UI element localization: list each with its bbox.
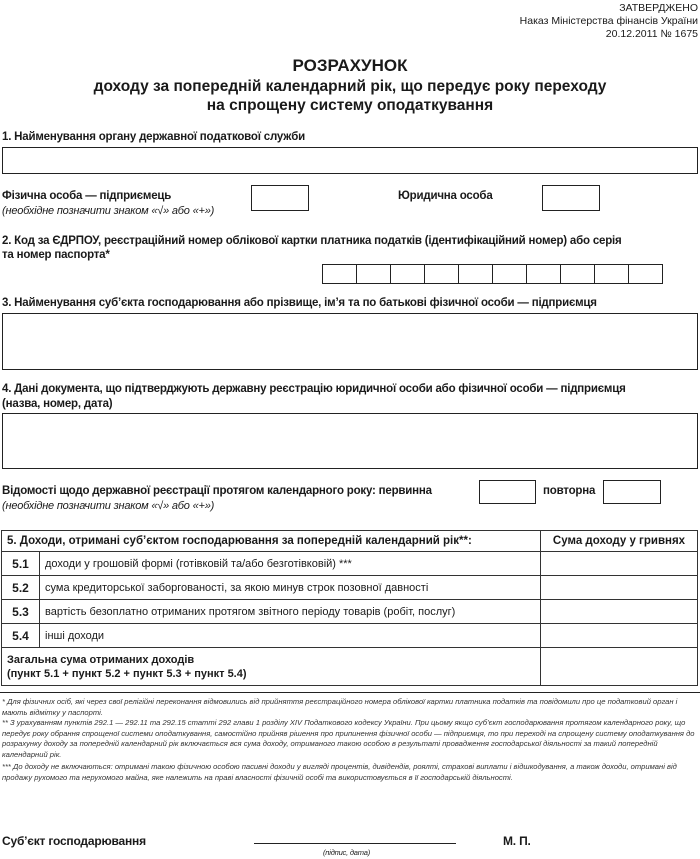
registration-label: Відомості щодо державної реєстрації протягом календарного року: первинна bbox=[2, 485, 432, 497]
id-code-cells bbox=[323, 264, 663, 284]
amount-field[interactable] bbox=[541, 600, 698, 624]
table-row bbox=[2, 624, 698, 648]
footnote-3: *** До доходу не включаються: отримані такою фізичною особою пасивні доходи у вигляді процентів, дивідендів, роялті, страхові виплати і відшкодування, а також доходи, отримані від продажу рухомого та нерухомого майна, яке належить на праві власності фізичній особі та використовується в її господарській діяльності. bbox=[2, 762, 677, 782]
footnote-2: ** З урахуванням пунктів 292.1 — 292.11 та 292.15 статті 292 глави 1 розділу XIV Податкового кодексу України. При цьому якщо суб’єкт господарювання протягом календарного року, що передує року обрання спрощеної системи оподаткування, самостійно прийняв рішення про припинення фізичної особи — підприємця, то при переході на спрощену систему оподаткування до розрахунку доходу за попередній календарний рік включається вся сума доходу, отриманого такою особою в результаті провадження господарської діяльності за такий попередній календарний рік. bbox=[2, 718, 695, 759]
amount-field[interactable] bbox=[541, 552, 698, 576]
row-number: 5.1 bbox=[2, 552, 40, 576]
individual-entrepreneur-checkbox[interactable] bbox=[251, 185, 309, 211]
stamp-label: М. П. bbox=[503, 834, 531, 848]
id-digit-cell[interactable] bbox=[492, 264, 527, 284]
legal-entity-checkbox[interactable] bbox=[542, 185, 600, 211]
row-label: інші доходи bbox=[40, 624, 541, 648]
row-label: доходи у грошовій формі (готівковій та/або безготівковій) *** bbox=[40, 552, 541, 576]
footnote-1: * Для фізичних осіб, які через свої релігійні переконання відмовились від прийняття реєстраційного номера облікової картки платника податків та повідомили про це податковий орган і мають відмітку у паспорті. bbox=[2, 697, 678, 717]
approval-block bbox=[520, 2, 698, 41]
signature-line[interactable] bbox=[254, 843, 456, 844]
total-row bbox=[2, 648, 698, 686]
tax-office-name-field[interactable] bbox=[2, 147, 698, 174]
business-entity-name-field[interactable] bbox=[2, 313, 698, 370]
repeat-registration-label: повторна bbox=[543, 485, 596, 497]
footnote-divider bbox=[0, 692, 700, 693]
row-number: 5.4 bbox=[2, 624, 40, 648]
individual-hint: (необхідне позначити знаком «√» або «+») bbox=[2, 205, 215, 217]
primary-registration-checkbox[interactable] bbox=[479, 480, 536, 504]
amount-field[interactable] bbox=[541, 624, 698, 648]
id-digit-cell[interactable] bbox=[628, 264, 663, 284]
signature-hint: (підпис, дата) bbox=[323, 848, 371, 857]
id-digit-cell[interactable] bbox=[390, 264, 425, 284]
registration-document-field[interactable] bbox=[2, 413, 698, 469]
total-label-line2: (пункт 5.1 + пункт 5.2 + пункт 5.3 + пункт 5.4) bbox=[7, 667, 247, 680]
table-row bbox=[2, 600, 698, 624]
repeat-registration-checkbox[interactable] bbox=[603, 480, 661, 504]
approval-order: Наказ Міністерства фінансів України bbox=[519, 15, 698, 27]
subject-label: Суб’єкт господарювання bbox=[2, 834, 146, 848]
id-digit-cell[interactable] bbox=[356, 264, 391, 284]
approval-title: ЗАТВЕРДЖЕНО bbox=[619, 2, 698, 14]
total-amount-field[interactable] bbox=[541, 648, 698, 686]
total-label bbox=[2, 648, 541, 686]
section3-label: 3. Найменування суб’єкта господарювання або прізвище, ім’я та по батькові фізичної особи — підприємця bbox=[2, 297, 597, 309]
id-digit-cell[interactable] bbox=[458, 264, 493, 284]
total-label-line1: Загальна сума отриманих доходів bbox=[7, 653, 195, 666]
income-header-label: 5. Доходи, отримані суб’єктом господарювання за попередній календарний рік**: bbox=[2, 531, 541, 552]
registration-hint: (необхідне позначити знаком «√» або «+») bbox=[2, 500, 215, 512]
row-number: 5.2 bbox=[2, 576, 40, 600]
individual-entrepreneur-label: Фізична особа — підприємець bbox=[2, 190, 172, 202]
section2-label-line1: 2. Код за ЄДРПОУ, реєстраційний номер облікової картки платника податків (ідентифікаційний номер) або серія bbox=[2, 235, 622, 247]
id-digit-cell[interactable] bbox=[594, 264, 629, 284]
section4-label-line2: (назва, номер, дата) bbox=[2, 398, 113, 410]
id-digit-cell[interactable] bbox=[526, 264, 561, 284]
income-table bbox=[1, 530, 698, 686]
document-title: РОЗРАХУНОК bbox=[292, 56, 408, 75]
legal-entity-label: Юридична особа bbox=[398, 190, 493, 202]
row-label: сума кредиторської заборгованості, за якою минув строк позовної давності bbox=[40, 576, 541, 600]
id-digit-cell[interactable] bbox=[560, 264, 595, 284]
section4-label-line1: 4. Дані документа, що підтверджують державну реєстрацію юридичної особи або фізичної особи — підприємця bbox=[2, 383, 626, 395]
table-row bbox=[2, 552, 698, 576]
income-table-header bbox=[2, 531, 698, 552]
id-digit-cell[interactable] bbox=[322, 264, 357, 284]
section1-label: 1. Найменування органу державної податкової служби bbox=[2, 131, 305, 143]
document-subtitle-line1: доходу за попередній календарний рік, що передує року переходу bbox=[93, 78, 607, 95]
document-subtitle-line2: на спрощену систему оподаткування bbox=[206, 97, 494, 114]
table-row bbox=[2, 576, 698, 600]
approval-date: 20.12.2011 № 1675 bbox=[605, 28, 698, 40]
sum-header-label: Сума доходу у гривнях bbox=[541, 531, 698, 552]
amount-field[interactable] bbox=[541, 576, 698, 600]
row-label: вартість безоплатно отриманих протягом звітного періоду товарів (робіт, послуг) bbox=[40, 600, 541, 624]
section2-label-line2: та номер паспорта* bbox=[2, 249, 110, 261]
row-number: 5.3 bbox=[2, 600, 40, 624]
id-digit-cell[interactable] bbox=[424, 264, 459, 284]
